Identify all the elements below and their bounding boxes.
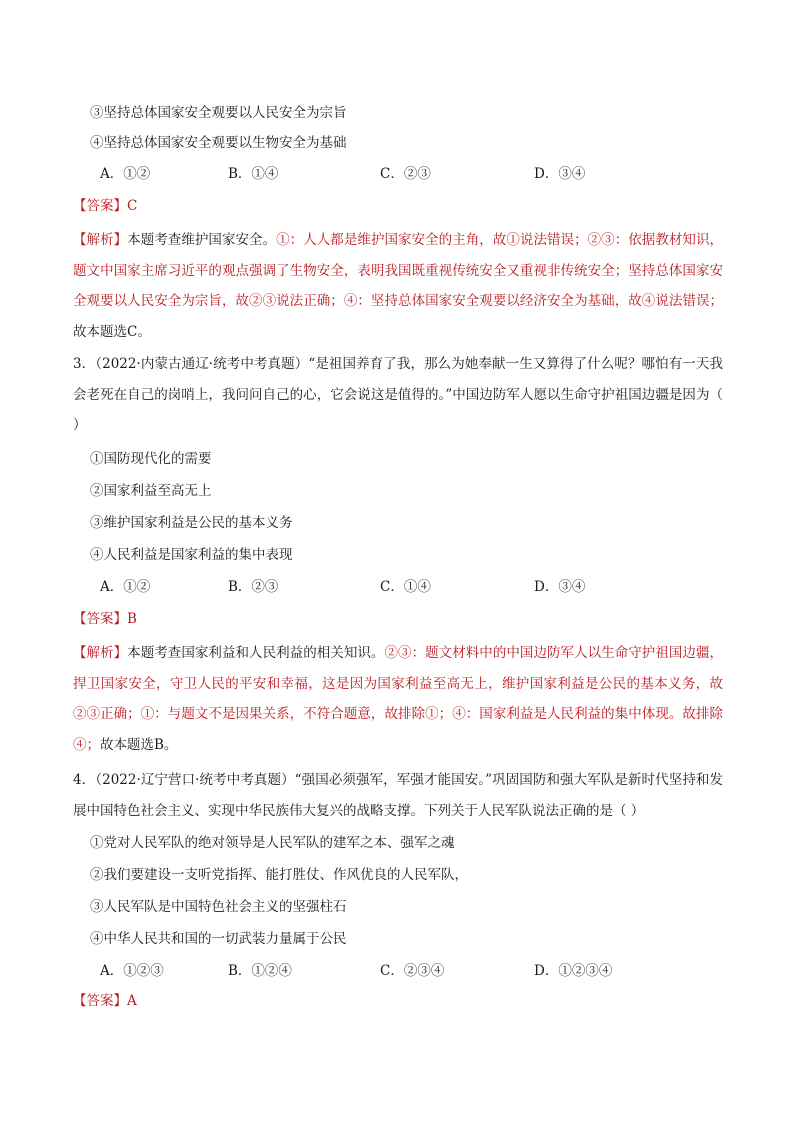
q3-analysis-label: 【解析】 bbox=[73, 645, 128, 661]
q3-analysis bbox=[73, 638, 723, 760]
q3-answer bbox=[73, 609, 137, 629]
choice-item-3: ③坚持总体国家安全观要以人民安全为宗旨 bbox=[90, 105, 347, 121]
q3-option-a: A．①② bbox=[100, 579, 151, 595]
q4-option-row bbox=[90, 961, 730, 981]
option-b: B．①④ bbox=[228, 166, 279, 182]
q3-answer-label: 【答案】 bbox=[73, 611, 127, 627]
option-a: A．①② bbox=[100, 166, 151, 182]
q4-item-3: ③人民军队是中国特色社会主义的坚强柱石 bbox=[90, 899, 347, 915]
analysis bbox=[73, 225, 723, 347]
q3-option-row bbox=[90, 577, 730, 597]
q4-answer-label: 【答案】 bbox=[73, 993, 127, 1009]
q4-answer bbox=[73, 991, 137, 1011]
analysis-intro: 本题考查维护国家安全。 bbox=[127, 232, 277, 248]
q3-option-b: B．②③ bbox=[228, 579, 279, 595]
q3-item-2: ②国家利益至高无上 bbox=[90, 483, 212, 499]
q4-item-4: ④中华人民共和国的一切武装力量属于公民 bbox=[90, 931, 347, 947]
answer-value: C bbox=[127, 198, 138, 214]
answer bbox=[73, 196, 137, 216]
q4-option-a: A．①②③ bbox=[100, 963, 164, 979]
question-3-stem: 3．（2022·内蒙古通辽·统考中考真题）“是祖国养育了我，那么为她奉献一生又算得了什么呢？哪怕有一天我会老死在自己的岗哨上，我问问自己的心，它会说这是值得的。”中国边防军人愿以生命守护祖国边疆是因为（ ） bbox=[73, 356, 723, 433]
choice-item-4: ④坚持总体国家安全观要以生物安全为基础 bbox=[90, 135, 347, 151]
q3-option-c: C．①④ bbox=[380, 579, 431, 595]
answer-label: 【答案】 bbox=[73, 198, 127, 214]
q3-item-3: ③维护国家利益是公民的基本义务 bbox=[90, 515, 293, 531]
analysis-label: 【解析】 bbox=[73, 232, 128, 248]
q4-option-b: B．①②④ bbox=[228, 963, 292, 979]
option-c: C．②③ bbox=[380, 166, 431, 182]
q3-analysis-conclusion: 故本题选B。 bbox=[100, 736, 178, 753]
q3-item-4: ④人民利益是国家利益的集中表现 bbox=[90, 547, 293, 563]
option-row bbox=[90, 164, 730, 184]
q3-analysis-body: ②③：题文材料中的中国边防军人以生命守护祖国边疆，捍卫国家安全，守卫人民的平安和幸福，这是因为国家利益至高无上，维护国家利益是公民的基本义务，故②③正确；①：与题文不是因果关系，不符合题意，故排除①；④：国家利益是人民利益的集中体现。故排除④； bbox=[73, 645, 724, 753]
q3-analysis-intro: 本题考查国家利益和人民利益的相关知识。 bbox=[127, 645, 385, 661]
q4-item-1: ①党对人民军队的绝对领导是人民军队的建军之本、强军之魂 bbox=[90, 835, 455, 851]
q4-option-c: C．②③④ bbox=[380, 963, 445, 979]
q3-answer-value: B bbox=[127, 611, 137, 627]
q4-answer-value: A bbox=[127, 993, 137, 1009]
question-4-stem: 4．（2022·辽宁营口·统考中考真题）“强国必须强军，军强才能国安。”巩固国防和强大军队是新时代坚持和发展中国特色社会主义、实现中华民族伟大复兴的战略支撑。下列关于人民军队说法正确的是（ ） bbox=[73, 772, 723, 819]
option-d: D．③④ bbox=[534, 166, 586, 182]
q4-option-d: D．①②③④ bbox=[534, 963, 613, 979]
q4-item-2: ②我们要建设一支听党指挥、能打胜仗、作风优良的人民军队， bbox=[90, 867, 468, 883]
analysis-body: ①：人人都是维护国家安全的主角，故①说法错误；②③：依据教材知识，题文中国家主席习近平的观点强调了生物安全，表明我国既重视传统安全又重视非传统安全；坚持总体国家安全观要以人民安全为宗旨，故②③说法正确；④：坚持总体国家安全观要以经济安全为基础，故④说法错误； bbox=[73, 232, 724, 309]
analysis-conclusion: 故本题选C。 bbox=[73, 323, 151, 340]
q3-option-d: D．③④ bbox=[534, 579, 586, 595]
q3-item-1: ①国防现代化的需要 bbox=[90, 451, 212, 467]
